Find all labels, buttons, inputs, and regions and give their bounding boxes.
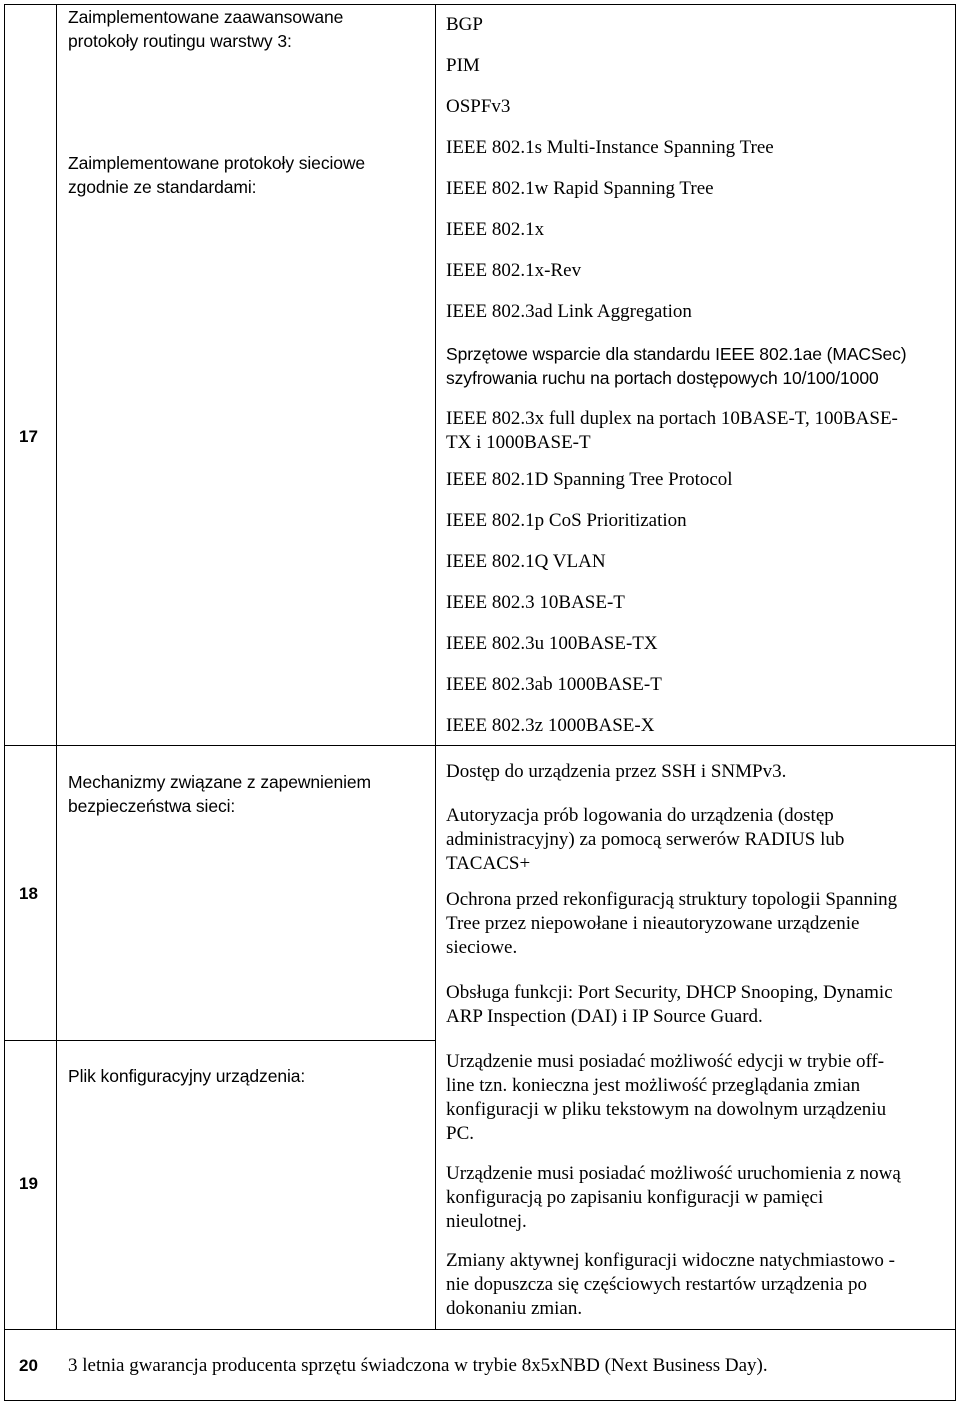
standard-item: Sprzętowe wsparcie dla standardu IEEE 802.1ae (MACSec) szyfrowania ruchu na portach dostępowych 10/100/1000: [446, 344, 907, 388]
standard-item: IEEE 802.3u 100BASE-TX: [446, 633, 658, 654]
label-security-mechanisms: Mechanizmy związane z zapewnieniem bezpieczeństwa sieci:: [68, 772, 371, 816]
security-item: Obsługa funkcji: Port Security, DHCP Snooping, Dynamic ARP Inspection (DAI) i IP Source Guard.: [446, 982, 893, 1027]
protocol-item: OSPFv3: [446, 96, 511, 117]
config-item: Urządzenie musi posiadać możliwość uruchomienia z nową konfiguracją po zapisaniu konfiguracji w pamięci nieulotnej.: [446, 1163, 901, 1232]
protocol-item: PIM: [446, 55, 480, 76]
standard-item: IEEE 802.1p CoS Prioritization: [446, 510, 687, 531]
standard-item: IEEE 802.1x: [446, 219, 545, 240]
table-border-right: [955, 4, 956, 1401]
table-border-left: [4, 4, 5, 1401]
label-config-file: Plik konfiguracyjny urządzenia:: [68, 1066, 306, 1086]
row-number-18: 18: [19, 884, 38, 903]
column-divider-label: [435, 4, 436, 1330]
row-number-20: 20: [19, 1356, 38, 1375]
standard-item: IEEE 802.3z 1000BASE-X: [446, 715, 655, 736]
label-routing-protocols: Zaimplementowane zaawansowane protokoły routingu warstwy 3:: [68, 7, 344, 51]
standard-item: IEEE 802.3ab 1000BASE-T: [446, 674, 662, 695]
standard-item: IEEE 802.1s Multi-Instance Spanning Tree: [446, 137, 774, 158]
security-item: Autoryzacja prób logowania do urządzenia (dostęp administracyjny) za pomocą serwerów RADIUS lub TACACS+: [446, 805, 845, 874]
protocol-item: BGP: [446, 14, 483, 35]
row-number-19: 19: [19, 1174, 38, 1193]
row-number-17: 17: [19, 427, 38, 446]
standard-item: IEEE 802.3ad Link Aggregation: [446, 301, 692, 322]
standard-item: IEEE 802.1Q VLAN: [446, 551, 606, 572]
config-item: Zmiany aktywnej konfiguracji widoczne natychmiastowo - nie dopuszcza się częściowych restartów urządzenia po dokonaniu zmian.: [446, 1250, 896, 1319]
standard-item: IEEE 802.1x-Rev: [446, 260, 582, 281]
config-item: Urządzenie musi posiadać możliwość edycji w trybie off- line tzn. konieczna jest możliwość przeglądania zmian konfiguracji w pliku tekstowym na dowolnym urządzeniu PC.: [446, 1051, 887, 1144]
standard-item: IEEE 802.3x full duplex na portach 10BASE-T, 100BASE- TX i 1000BASE-T: [446, 408, 898, 453]
standard-item: IEEE 802.1D Spanning Tree Protocol: [446, 469, 733, 490]
standard-item: IEEE 802.1w Rapid Spanning Tree: [446, 178, 714, 199]
row-divider-17-18: [4, 745, 956, 746]
table-border-bottom: [4, 1400, 956, 1401]
standard-item: IEEE 802.3 10BASE-T: [446, 592, 625, 613]
warranty-text: 3 letnia gwarancja producenta sprzętu świadczona w trybie 8x5xNBD (Next Business Day).: [68, 1355, 768, 1376]
label-network-protocols: Zaimplementowane protokoły sieciowe zgodnie ze standardami:: [68, 153, 366, 197]
row-divider-18-19: [4, 1040, 436, 1041]
row-divider-19-20: [4, 1329, 956, 1330]
column-divider-number: [56, 4, 57, 1330]
security-item: Dostęp do urządzenia przez SSH i SNMPv3.: [446, 761, 787, 782]
security-item: Ochrona przed rekonfiguracją struktury topologii Spanning Tree przez niepowołane i nieautoryzowane urządzenie sieciowe.: [446, 889, 898, 958]
